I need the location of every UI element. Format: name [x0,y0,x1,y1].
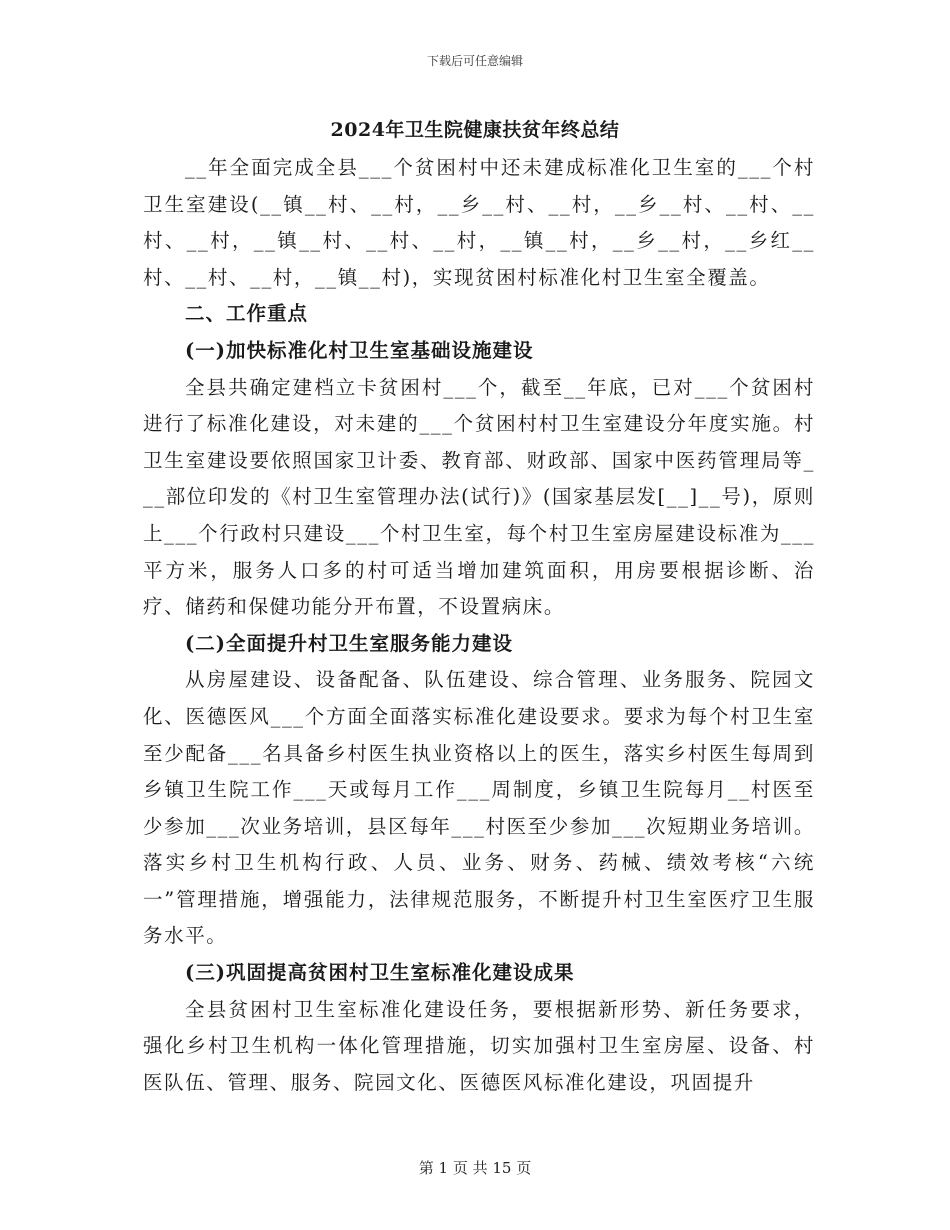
paragraph-consolidation: 全县贫困村卫生室标准化建设任务，要根据新形势、新任务要求，强化乡村卫生机构一体化管理措施，切实加强村卫生室房屋、设备、村医队伍、管理、服务、院园文化、医德医风标准化建设，巩固提升 [143,997,815,1094]
page-header: 下载后可任意编辑 [426,54,523,68]
paragraph-summary: __年全面完成全县___个贫困村中还未建成标准化卫生室的___个村卫生室建设(__镇__村、__村，__乡__村、__村，__乡__村、__村、__村、__村，__镇__村、__村、__村，__镇__村，__乡__村，__乡红__村、__村、__村，__镇__村)，实现贫困村标准化村卫生室全覆盖。 [143,156,815,289]
subsection-heading-2: (二)全面提升村卫生室服务能力建设 [185,631,513,655]
paragraph-service-capacity: 从房屋建设、设备配备、队伍建设、综合管理、业务服务、院园文化、医德医风___个方面全面落实标准化建设要求。要求为每个村卫生室至少配备___名具备乡村医生执业资格以上的医生，落实乡村医生每周到乡镇卫生院工作___天或每月工作___周制度，乡镇卫生院每月__村医至少参加___次业务培训，县区每年___村医至少参加___次短期业务培训。落实乡村卫生机构行政、人员、业务、财务、药械、绩效考核“六统一”管理措施，增强能力，法律规范服务，不断提升村卫生室医疗卫生服务水平。 [143,668,815,948]
subsection-heading-3: (三)巩固提高贫困村卫生室标准化建设成果 [185,961,575,985]
section-heading-work-focus: 二、工作重点 [185,302,309,326]
paragraph-infrastructure: 全县共确定建档立卡贫困村___个，截至__年底，已对___个贫困村进行了标准化建设，对未建的___个贫困村村卫生室建设分年度实施。村卫生室建设要依照国家卫计委、教育部、财政部、国家中医药管理局等___部位印发的《村卫生室管理办法(试行)》(国家基层发[__]__号)，原则上___个行政村只建设___个村卫生室，每个村卫生室房屋建设标准为___平方米，服务人口多的村可适当增加建筑面积，用房要根据诊断、治疗、储药和保健功能分开布置，不设置病床。 [143,375,815,619]
document-title: 2024年卫生院健康扶贫年终总结 [330,119,620,141]
document-body [143,150,815,1101]
subsection-heading-1: (一)加快标准化村卫生室基础设施建设 [185,338,534,362]
page-number: 第 1 页 共 15 页 [418,1159,532,1177]
